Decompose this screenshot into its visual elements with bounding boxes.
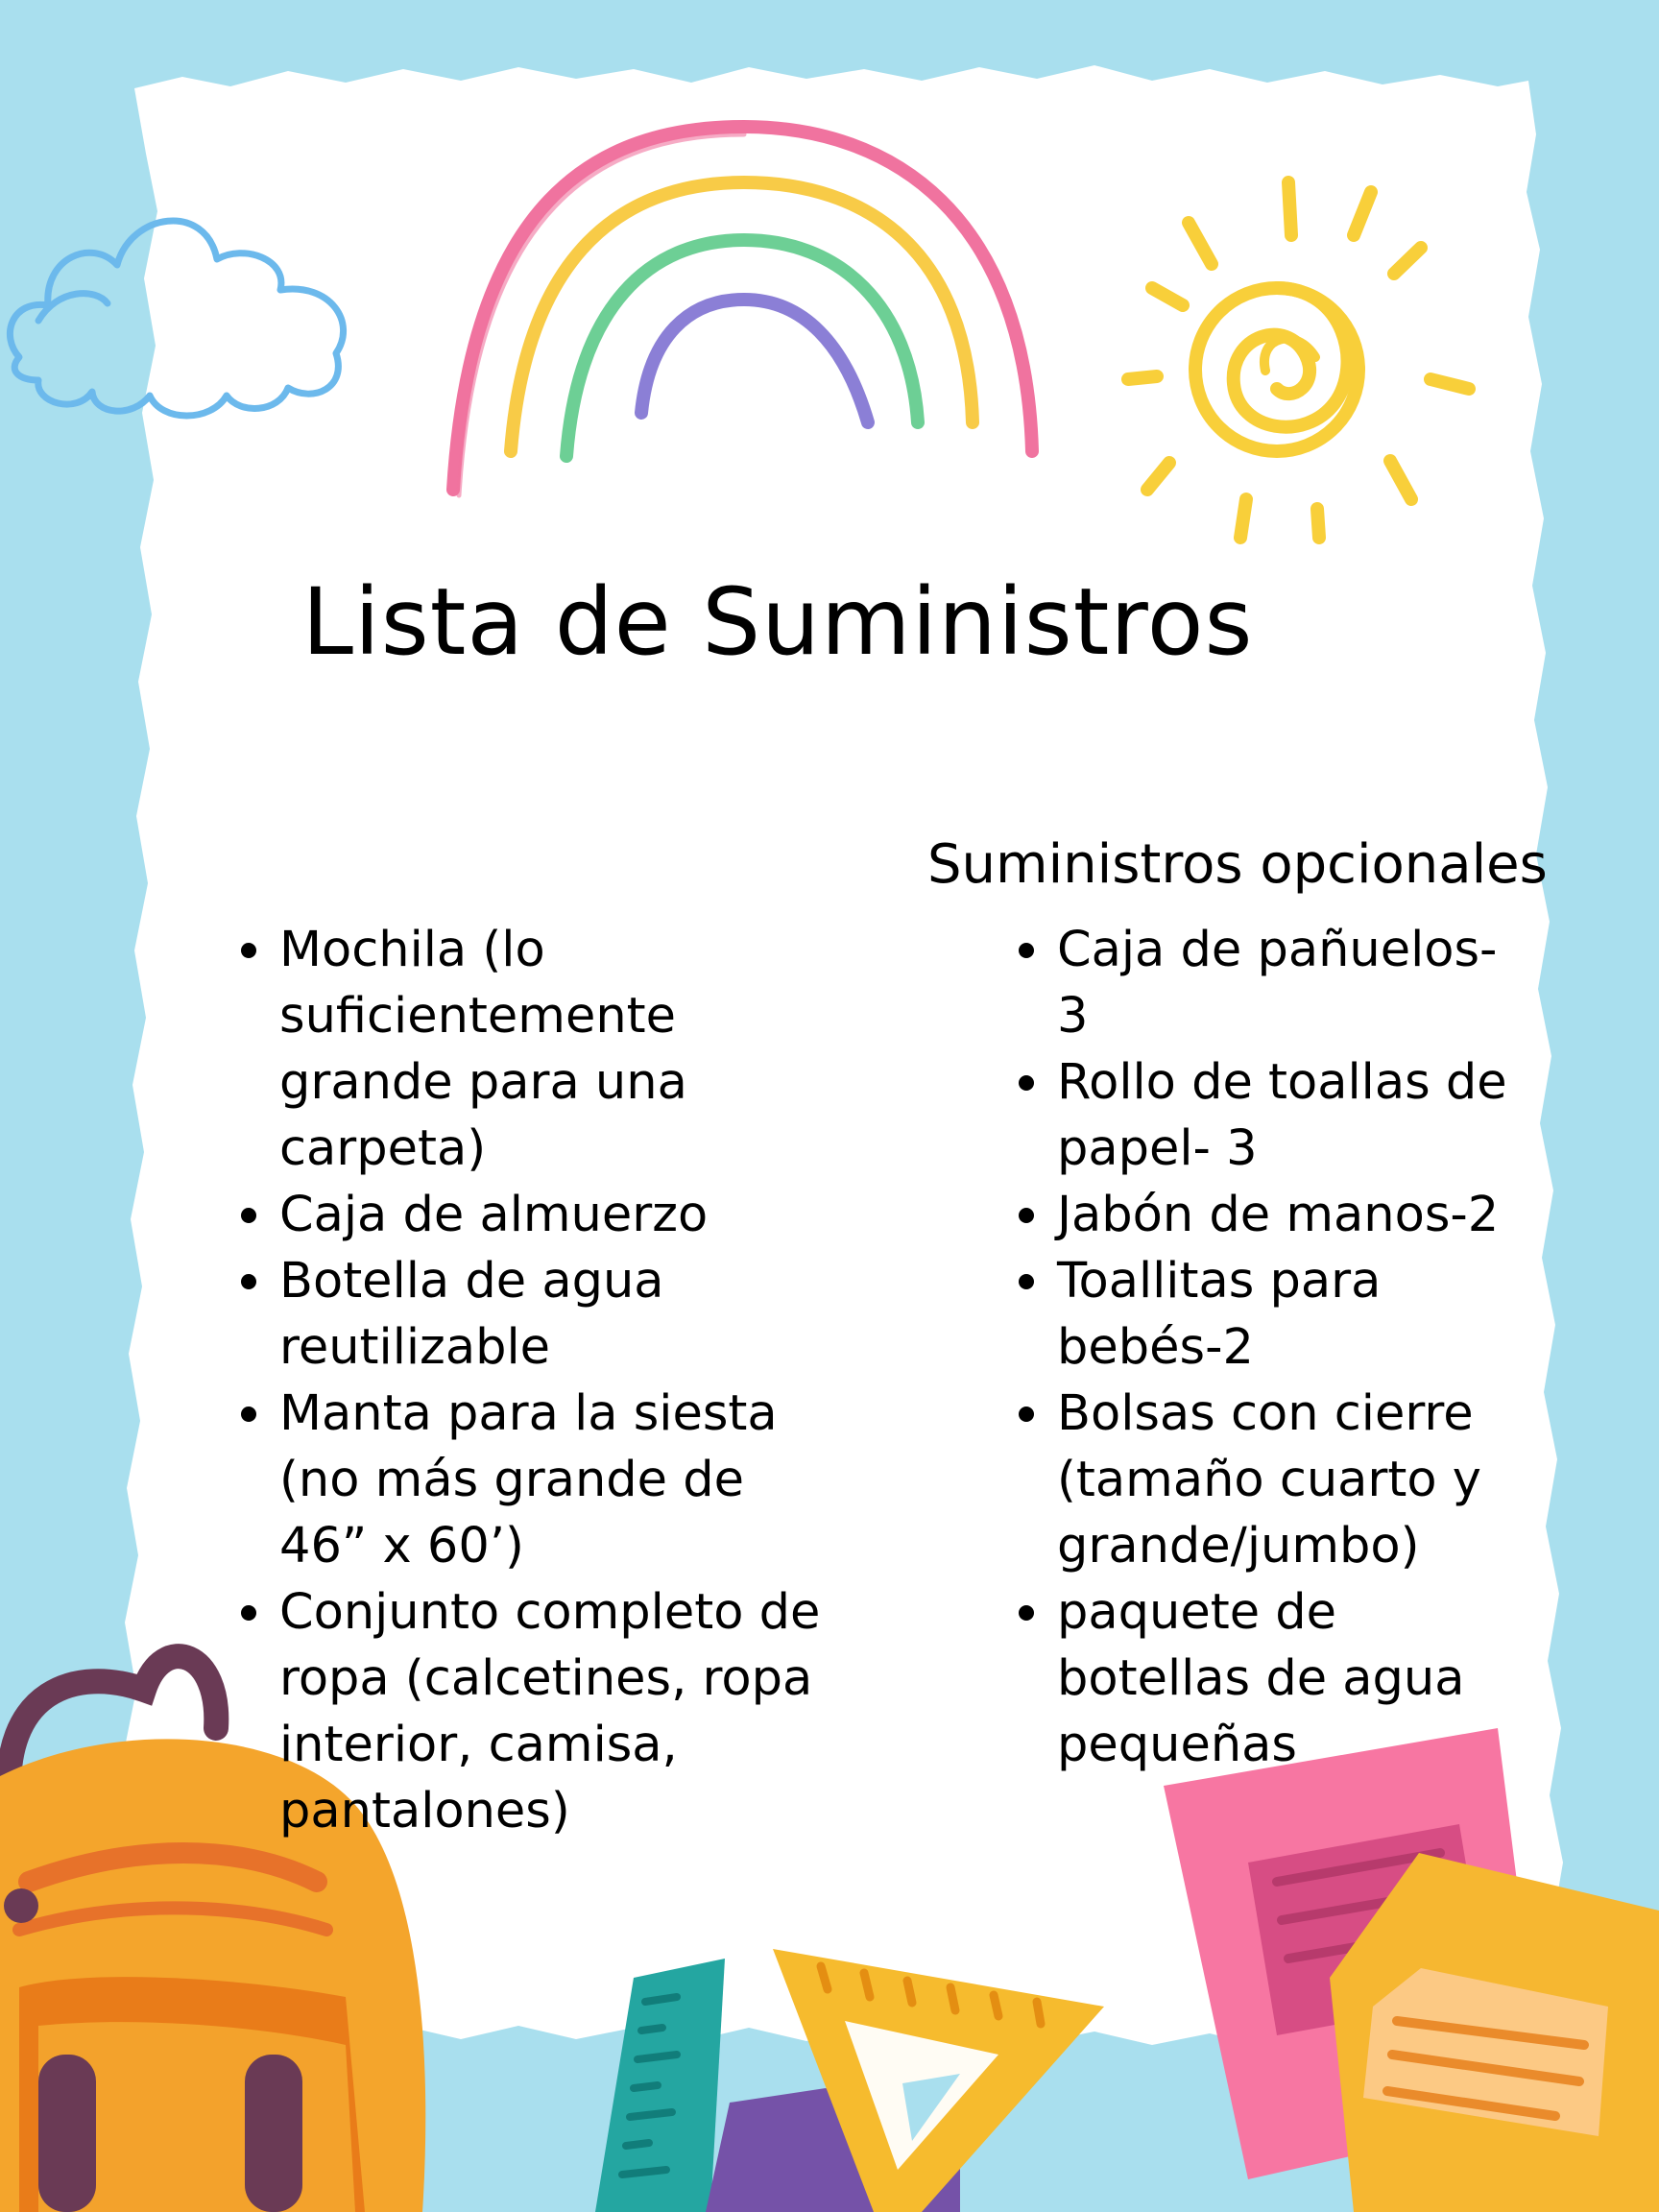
optional-heading: Suministros opcionales bbox=[927, 833, 1548, 896]
list-item: Mochila (lo suficientemente grande para una carpeta) bbox=[279, 917, 836, 1182]
list-item: Caja de almuerzo bbox=[279, 1182, 836, 1248]
list-item: Toallitas para bebés-2 bbox=[1057, 1248, 1518, 1381]
list-item: Conjunto completo de ropa (calcetines, ropa interior, camisa, pantalones) bbox=[279, 1579, 836, 1844]
list-item: Jabón de manos-2 bbox=[1057, 1182, 1518, 1248]
list-item: Bolsas con cierre (tamaño cuarto y grande/jumbo) bbox=[1057, 1381, 1518, 1579]
required-supplies-list bbox=[279, 917, 836, 1844]
list-item: Manta para la siesta (no más grande de 46” x 60’) bbox=[279, 1381, 836, 1579]
list-item: Caja de pañuelos- 3 bbox=[1057, 917, 1518, 1049]
optional-supplies-list bbox=[1057, 917, 1518, 1778]
list-item: paquete de botellas de agua pequeñas bbox=[1057, 1579, 1518, 1778]
list-item: Botella de agua reutilizable bbox=[279, 1248, 836, 1381]
page-title: Lista de Suministros bbox=[301, 568, 1254, 676]
list-item: Rollo de toallas de papel- 3 bbox=[1057, 1049, 1518, 1182]
